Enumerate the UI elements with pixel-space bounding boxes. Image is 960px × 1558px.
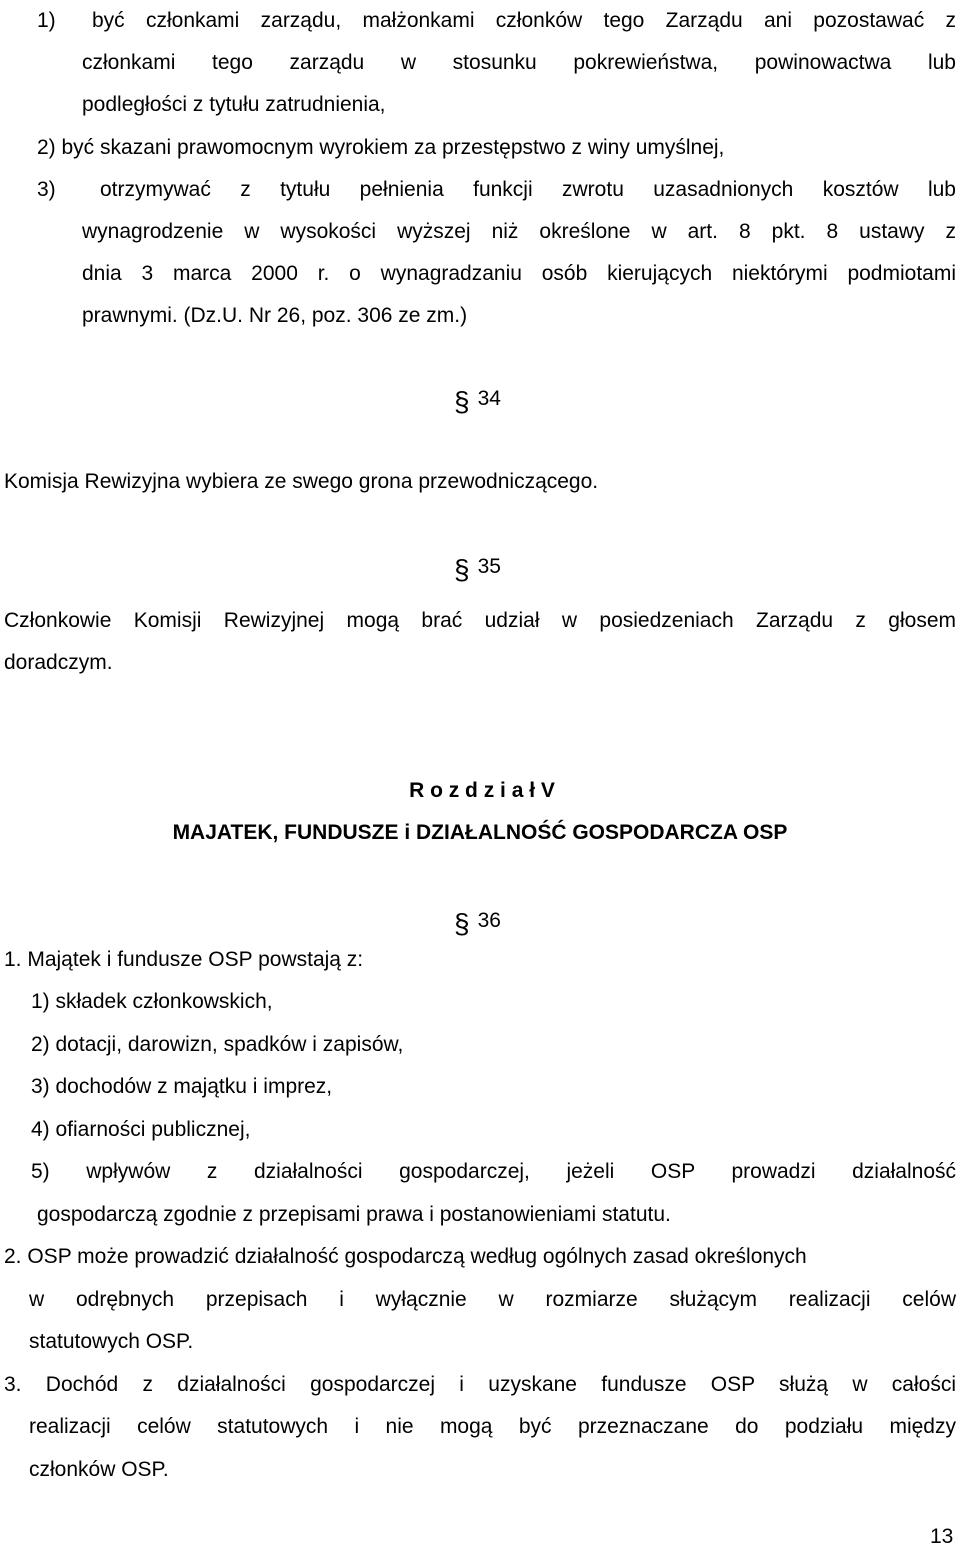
text-line-content: członkami tego zarządu w stosunku pokrewieństwa, powinowactwa lub bbox=[82, 51, 956, 74]
text-line bbox=[29, 1287, 956, 1313]
section-heading-36 bbox=[454, 905, 501, 939]
text-line: doradczym. bbox=[4, 651, 113, 674]
text-line: podległości z tytułu zatrudnienia, bbox=[82, 93, 386, 116]
text-line bbox=[82, 50, 956, 76]
section-heading-35 bbox=[454, 551, 501, 585]
text-line-content: w odrębnych przepisach i wyłącznie w rozmiarze służącym realizacji celów bbox=[29, 1288, 956, 1311]
list-item: 2) dotacji, darowizn, spadków i zapisów, bbox=[31, 1033, 404, 1056]
item-number: 1) bbox=[37, 9, 56, 32]
text-line bbox=[29, 1414, 956, 1440]
section-heading-34 bbox=[454, 383, 501, 417]
text-line-content: być członkami zarządu, małżonkami członków tego Zarządu ani pozostawać z bbox=[92, 9, 956, 32]
text-line bbox=[92, 8, 956, 34]
text-line: członków OSP. bbox=[29, 1458, 169, 1481]
section-number: 35 bbox=[477, 555, 501, 578]
text-line-content: otrzymywać z tytułu pełnienia funkcji zwrotu uzasadnionych kosztów lub bbox=[100, 178, 956, 201]
text-line: Komisja Rewizyjna wybiera ze swego grona przewodniczącego. bbox=[4, 470, 599, 493]
text-line: statutowych OSP. bbox=[29, 1330, 194, 1353]
text-line-content: wynagrodzenie w wysokości wyższej niż określone w art. 8 pkt. 8 ustawy z bbox=[82, 220, 956, 243]
text-line bbox=[100, 177, 956, 203]
text-line bbox=[4, 1372, 956, 1398]
text-line: prawnymi. (Dz.U. Nr 26, poz. 306 ze zm.) bbox=[82, 304, 468, 327]
text-line-content: dnia 3 marca 2000 r. o wynagradzaniu osób kierujących niektórymi podmiotami bbox=[82, 262, 956, 285]
text-line: 2. OSP może prowadzić działalność gospodarczą według ogólnych zasad określonych bbox=[4, 1245, 807, 1268]
text-line: 1. Majątek i fundusze OSP powstają z: bbox=[4, 948, 364, 971]
section-symbol: § bbox=[454, 908, 470, 939]
page-number: 13 bbox=[930, 1525, 954, 1548]
chapter-subtitle: MAJATEK, FUNDUSZE i DZIAŁALNOŚĆ GOSPODARCZA OSP bbox=[172, 821, 788, 844]
list-item bbox=[31, 1159, 956, 1185]
section-symbol: § bbox=[454, 554, 470, 585]
text-line-content: 5) wpływów z działalności gospodarczej, jeżeli OSP prowadzi działalność bbox=[31, 1160, 956, 1183]
item-number: 3) bbox=[37, 178, 56, 201]
section-number: 36 bbox=[477, 909, 501, 932]
text-line bbox=[82, 261, 956, 287]
text-line: 2) być skazani prawomocnym wyrokiem za przestępstwo z winy umyślnej, bbox=[37, 136, 725, 159]
chapter-title: R o z d z i a ł V bbox=[409, 779, 555, 802]
text-line-content: realizacji celów statutowych i nie mogą być przeznaczane do podziału między bbox=[29, 1415, 956, 1438]
text-line bbox=[4, 608, 956, 634]
section-symbol: § bbox=[454, 386, 470, 417]
text-line-content: Członkowie Komisji Rewizyjnej mogą brać udział w posiedzeniach Zarządu z głosem bbox=[4, 609, 956, 632]
list-item: 3) dochodów z majątku i imprez, bbox=[31, 1075, 333, 1098]
text-line: gospodarczą zgodnie z przepisami prawa i postanowieniami statutu. bbox=[37, 1203, 671, 1226]
text-line-content: 3. Dochód z działalności gospodarczej i uzyskane fundusze OSP służą w całości bbox=[4, 1373, 956, 1396]
list-item: 1) składek członkowskich, bbox=[31, 990, 273, 1013]
section-number: 34 bbox=[477, 387, 501, 410]
text-line bbox=[82, 219, 956, 245]
list-item: 4) ofiarności publicznej, bbox=[31, 1118, 251, 1141]
